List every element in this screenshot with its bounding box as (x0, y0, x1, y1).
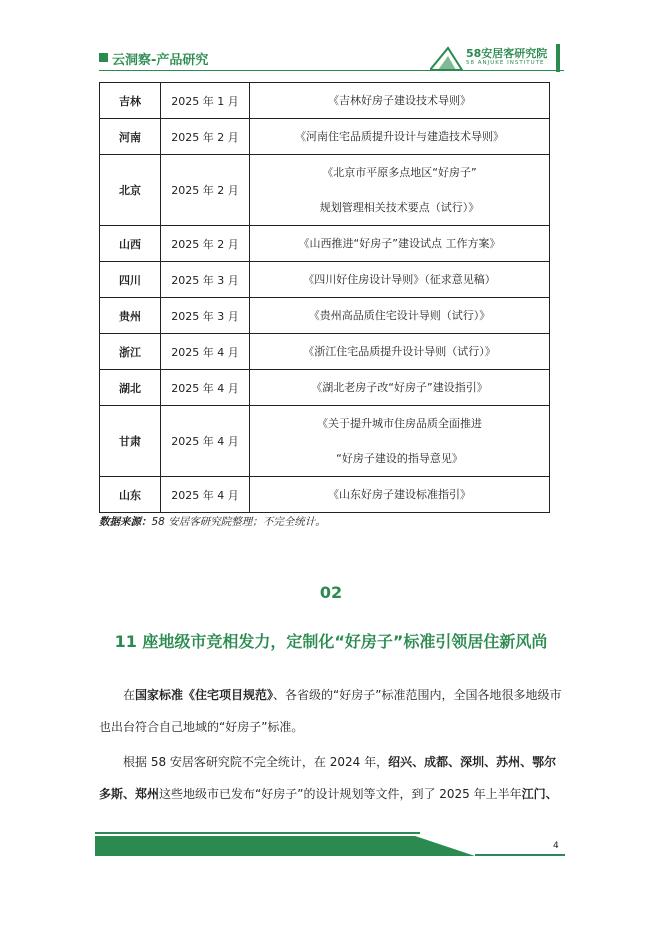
date-cell: 2025 年 1 月 (161, 83, 250, 119)
document-line: 《四川好住房设计导则》（征求意见稿） (303, 273, 496, 286)
table-row (100, 83, 550, 119)
regulation-table (99, 82, 550, 513)
document-cell (250, 406, 550, 477)
header-accent-bar (556, 44, 560, 72)
province-cell: 甘肃 (100, 406, 161, 477)
table-row (100, 155, 550, 226)
document-line: 《山西推进“好房子”建设试点 工作方案》 (298, 237, 501, 250)
province-cell: 北京 (100, 155, 161, 226)
table-row (100, 226, 550, 262)
date-cell: 2025 年 2 月 (161, 119, 250, 155)
document-line: 《河南住宅品质提升设计与建造技术导则》 (295, 130, 504, 143)
date-cell: 2025 年 4 月 (161, 406, 250, 477)
data-source-label: 数据来源： (99, 516, 152, 528)
date-cell: 2025 年 4 月 (161, 334, 250, 370)
paragraph-text: 这些地级市已发布“好房子”的设计规划等文件，到了 2025 年上半年 (159, 787, 522, 801)
data-source-text: 58 安居客研究院整理；不完全统计。 (151, 516, 326, 528)
province-cell: 贵州 (100, 298, 161, 334)
paragraph-text: 、各省级的“好房子”标准范围内，全国各地很多地级市也出台符合自己地域的“好房子”标准。 (99, 688, 562, 734)
section-title: 11 座地级市竞相发力，定制化“好房子”标准引领居住新风尚 (114, 632, 548, 651)
document-cell (250, 155, 550, 226)
header-title: 云洞察-产品研究 (112, 53, 209, 68)
paragraph-bold-text: 绍兴、成都、深圳、苏州、鄂尔多斯、郑州 (99, 755, 557, 801)
date-cell: 2025 年 4 月 (161, 370, 250, 406)
footer-decoration (95, 834, 565, 858)
date-cell: 2025 年 3 月 (161, 262, 250, 298)
document-cell (250, 262, 550, 298)
document-cell (250, 119, 550, 155)
document-cell (250, 370, 550, 406)
document-line: 《山东好房子建设标准指引》 (328, 488, 471, 501)
document-cell (250, 334, 550, 370)
header-square-icon (99, 53, 108, 62)
document-line: 《北京市平原多点地区“好房子” (322, 166, 477, 179)
paragraph-bold-text: 江门、 (521, 787, 558, 801)
header-divider (99, 70, 564, 71)
table-row (100, 119, 550, 155)
data-source-note (99, 514, 326, 529)
document-line: 《浙江住宅品质提升设计导则（试行）》 (303, 345, 496, 358)
date-cell: 2025 年 2 月 (161, 226, 250, 262)
province-cell: 河南 (100, 119, 161, 155)
table-row (100, 370, 550, 406)
paragraph-bold-text: 国家标准《住宅项目规范》 (135, 688, 274, 702)
document-cell (250, 298, 550, 334)
logo-text: 58安居客研究院 (466, 47, 548, 60)
body-paragraph (99, 679, 564, 743)
document-line: 《贵州高品质住宅设计导则（试行）》 (308, 309, 491, 322)
page-number: 4 (553, 841, 559, 851)
document-line: 规划管理相关技术要点（试行）》 (319, 201, 480, 214)
province-cell: 山西 (100, 226, 161, 262)
province-cell: 吉林 (100, 83, 161, 119)
table-row (100, 262, 550, 298)
province-cell: 浙江 (100, 334, 161, 370)
document-line: “好房子建设的指导意见》 (336, 452, 463, 465)
section-number: 02 (319, 583, 343, 602)
document-cell (250, 226, 550, 262)
date-cell: 2025 年 3 月 (161, 298, 250, 334)
document-cell (250, 83, 550, 119)
document-cell (250, 477, 550, 513)
logo-subtext: 58 ANJUKE INSTITUTE (466, 60, 545, 66)
date-cell: 2025 年 4 月 (161, 477, 250, 513)
date-cell: 2025 年 2 月 (161, 155, 250, 226)
province-cell: 山东 (100, 477, 161, 513)
body-paragraph (99, 746, 564, 810)
table-row (100, 477, 550, 513)
table-row (100, 298, 550, 334)
table-row (100, 334, 550, 370)
province-cell: 四川 (100, 262, 161, 298)
paragraph-text: 在 (123, 688, 136, 702)
document-line: 《湖北老房子改“好房子”建设指引》 (311, 381, 488, 394)
document-line: 《吉林好房子建设技术导则》 (328, 94, 471, 107)
paragraph-text: 根据 58 安居客研究院不完全统计，在 2024 年， (123, 755, 389, 769)
province-cell: 湖北 (100, 370, 161, 406)
document-line: 《关于提升城市住房品质全面推进 (317, 417, 482, 430)
table-row (100, 406, 550, 477)
